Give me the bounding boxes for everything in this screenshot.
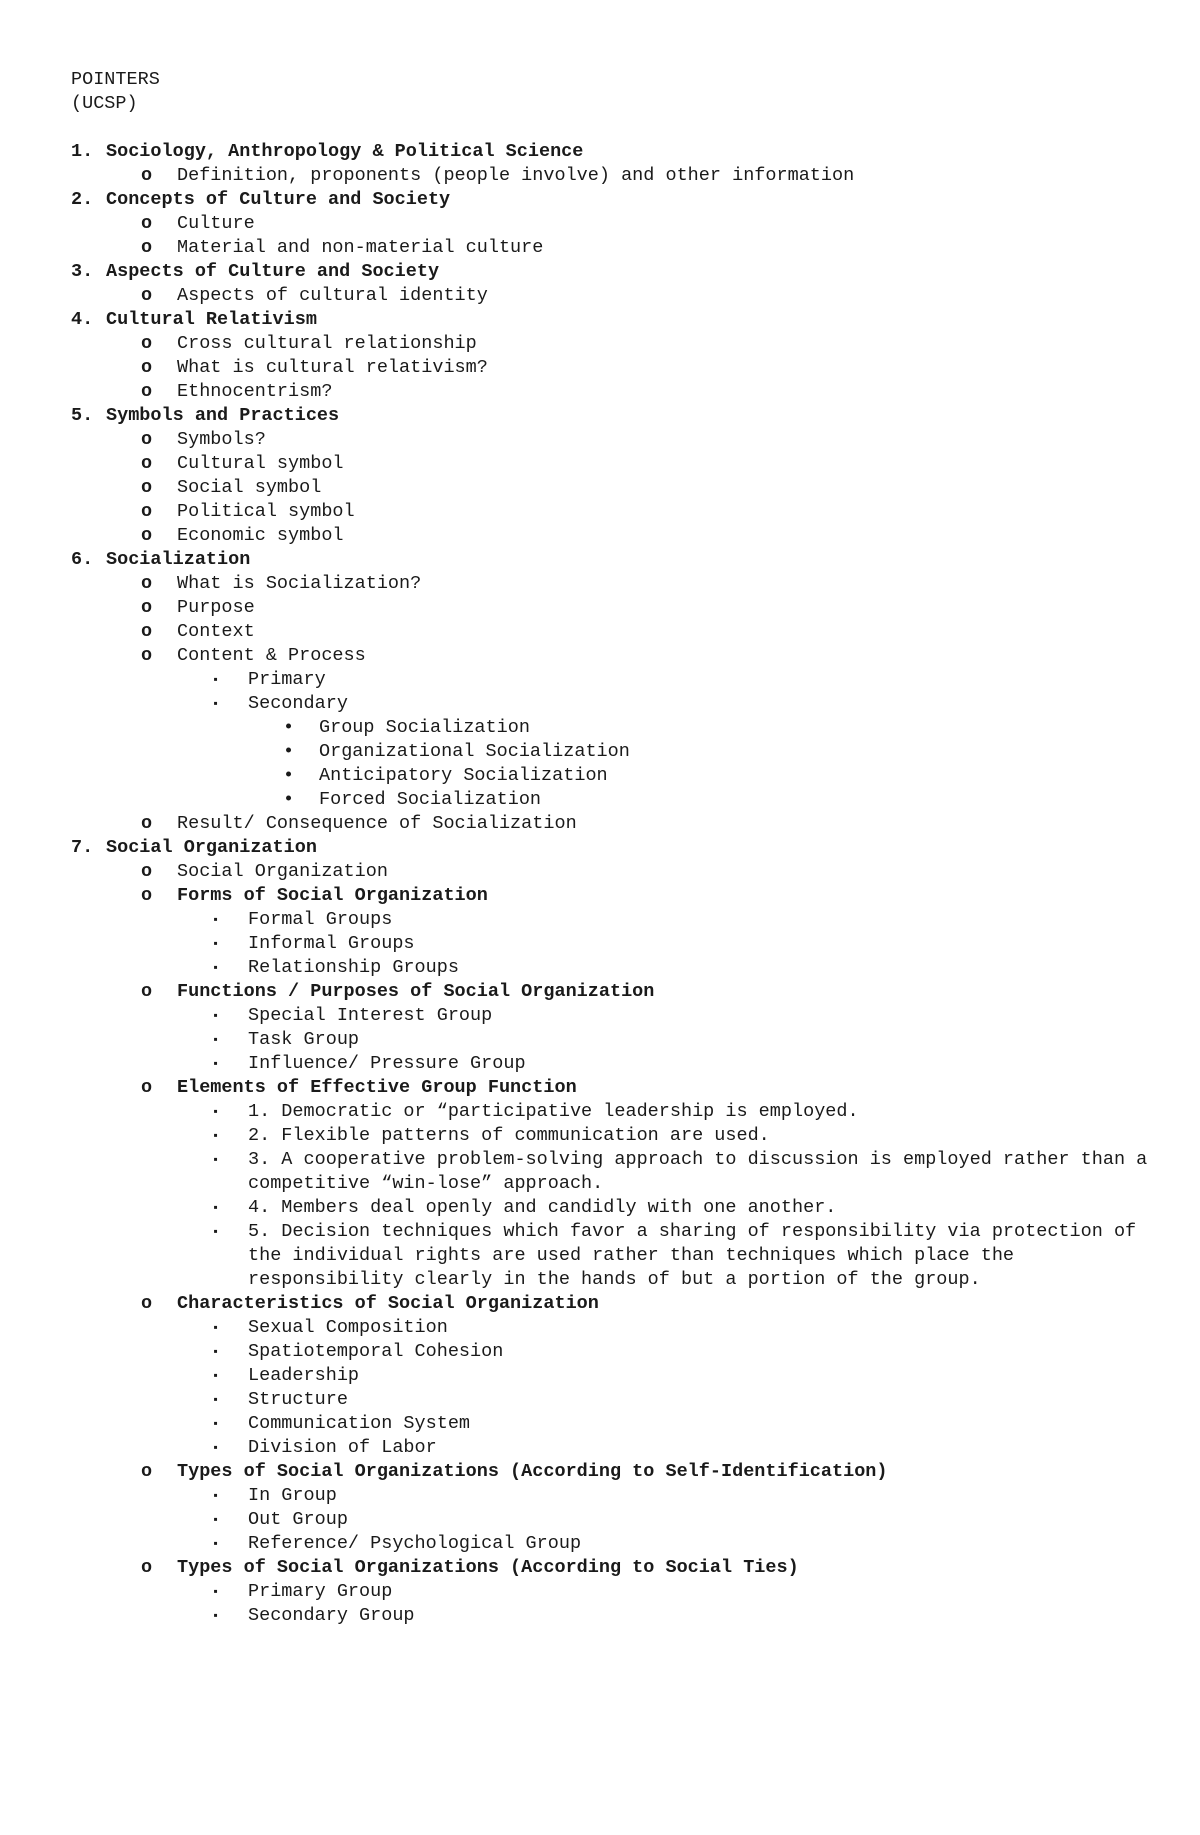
list-item [71,1316,1151,1340]
circle-bullet-icon: o [141,885,153,906]
list-item-text: Context [177,621,255,642]
square-bullet-icon: ▪ [212,1033,220,1047]
section-heading [71,188,1151,212]
list-item-text: Content & Process [177,645,366,666]
circle-bullet-icon: o [141,597,153,618]
circle-bullet-icon: o [141,213,153,234]
list-item [71,1148,1151,1196]
list-item-text: Primary Group [248,1581,393,1602]
section-number: 5. [71,405,94,426]
circle-bullet-icon: o [141,285,153,306]
list-item [71,284,1151,308]
list-item [71,428,1151,452]
list-item [71,1436,1151,1460]
list-item [71,1340,1151,1364]
list-item-text: Social symbol [177,477,322,498]
list-item [71,956,1151,980]
square-bullet-icon: ▪ [212,1105,220,1119]
list-item-text: Symbols? [177,429,266,450]
list-item-text: Group Socialization [319,717,530,738]
circle-bullet-icon: o [141,333,153,354]
list-item [71,236,1151,260]
circle-bullet-icon: o [141,477,153,498]
list-item [71,1124,1151,1148]
section-heading-text: Symbols and Practices [106,405,340,426]
circle-bullet-icon: o [141,1557,153,1578]
list-item-text: What is Socialization? [177,573,422,594]
list-item [71,884,1151,908]
square-bullet-icon: ▪ [212,1345,220,1359]
list-item [71,668,1151,692]
list-item-text: Out Group [248,1509,348,1530]
square-bullet-icon: ▪ [212,1441,220,1455]
circle-bullet-icon: o [141,357,153,378]
spacer [71,116,1151,140]
list-item [71,692,1151,716]
list-item-text: Task Group [248,1029,360,1050]
section-number: 2. [71,189,94,210]
circle-bullet-icon: o [141,381,153,402]
section-heading [71,836,1151,860]
circle-bullet-icon: o [141,981,153,1002]
list-item-text: In Group [248,1485,337,1506]
circle-bullet-icon: o [141,1461,153,1482]
list-item-text: Informal Groups [248,933,415,954]
list-item-text: Sexual Composition [248,1317,448,1338]
square-bullet-icon: ▪ [212,1057,220,1071]
square-bullet-icon: ▪ [212,1513,220,1527]
square-bullet-icon: ▪ [212,937,220,951]
list-item-text: Formal Groups [248,909,393,930]
section-heading-text: Social Organization [106,837,317,858]
list-item [71,740,1151,764]
list-item [71,500,1151,524]
circle-bullet-icon: o [141,1293,153,1314]
square-bullet-icon: ▪ [212,1393,220,1407]
section-heading [71,308,1151,332]
square-bullet-icon: ▪ [212,1153,220,1167]
list-item-text: Forms of Social Organization [177,885,488,906]
section-heading [71,260,1151,284]
list-item-text: Organizational Socialization [319,741,630,762]
section-heading-text: Cultural Relativism [106,309,317,330]
dot-bullet-icon: • [283,717,295,738]
list-item [71,1460,1151,1484]
list-item [71,332,1151,356]
list-item [71,1076,1151,1100]
square-bullet-icon: ▪ [212,1537,220,1551]
square-bullet-icon: ▪ [212,961,220,975]
list-item-text: Division of Labor [248,1437,437,1458]
dot-bullet-icon: • [283,765,295,786]
list-item [71,1052,1151,1076]
list-item [71,476,1151,500]
list-item [71,1508,1151,1532]
document-page [71,68,1151,1628]
section-number: 4. [71,309,94,330]
list-item-text: Secondary [248,693,348,714]
dot-bullet-icon: • [283,741,295,762]
list-item [71,716,1151,740]
list-item-text: Cultural symbol [177,453,344,474]
list-item [71,1388,1151,1412]
list-item [71,572,1151,596]
list-item [71,1604,1151,1628]
list-item [71,908,1151,932]
list-item-text: Primary [248,669,326,690]
list-item [71,212,1151,236]
list-item [71,1580,1151,1604]
circle-bullet-icon: o [141,861,153,882]
list-item [71,932,1151,956]
circle-bullet-icon: o [141,813,153,834]
list-item-text: Purpose [177,597,255,618]
list-item-text: 1. Democratic or “participative leadership is employed. [248,1101,859,1122]
list-item-text: Definition, proponents (people involve) and other information [177,165,855,186]
list-item [71,524,1151,548]
list-item [71,1292,1151,1316]
document-subtitle: (UCSP) [71,93,138,114]
list-item [71,788,1151,812]
list-item-text: Special Interest Group [248,1005,493,1026]
list-item [71,1484,1151,1508]
circle-bullet-icon: o [141,573,153,594]
list-item-text: Relationship Groups [248,957,459,978]
list-item-text: Leadership [248,1365,360,1386]
section-heading [71,548,1151,572]
list-item [71,1220,1151,1292]
list-item-text: 2. Flexible patterns of communication are used. [248,1125,770,1146]
list-item [71,980,1151,1004]
square-bullet-icon: ▪ [212,913,220,927]
list-item-text: Types of Social Organizations (According to Self-Identification) [177,1461,888,1482]
list-item [71,452,1151,476]
section-number: 3. [71,261,94,282]
square-bullet-icon: ▪ [212,1417,220,1431]
list-item-text: Social Organization [177,861,388,882]
list-item [71,1028,1151,1052]
list-item-text: Material and non-material culture [177,237,544,258]
square-bullet-icon: ▪ [212,1489,220,1503]
list-item-text: Reference/ Psychological Group [248,1533,582,1554]
list-item-text: 4. Members deal openly and candidly with one another. [248,1197,837,1218]
section-heading [71,140,1151,164]
list-item-text: Political symbol [177,501,355,522]
list-item-text: Elements of Effective Group Function [177,1077,577,1098]
list-item-text: Communication System [248,1413,471,1434]
list-item [71,1196,1151,1220]
list-item-text: 3. A cooperative problem-solving approach to discussion is employed rather than a competitive “win-lose” approach. [248,1149,1148,1194]
list-item-text: What is cultural relativism? [177,357,488,378]
list-item [71,356,1151,380]
list-item-text: Ethnocentrism? [177,381,333,402]
list-item-text: Cross cultural relationship [177,333,477,354]
circle-bullet-icon: o [141,525,153,546]
list-item-text: 5. Decision techniques which favor a sharing of responsibility via protection of the individual rights are used rather than techniques which place the responsibility clearly in the hands of but a portion of the group. [248,1221,1137,1290]
square-bullet-icon: ▪ [212,1321,220,1335]
square-bullet-icon: ▪ [212,1201,220,1215]
section-number: 6. [71,549,94,570]
section-heading-text: Concepts of Culture and Society [106,189,451,210]
outline-list [71,140,1151,1628]
list-item-text: Functions / Purposes of Social Organization [177,981,655,1002]
list-item-text: Types of Social Organizations (According to Social Ties) [177,1557,799,1578]
list-item [71,380,1151,404]
list-item [71,860,1151,884]
square-bullet-icon: ▪ [212,1225,220,1239]
section-heading [71,404,1151,428]
list-item [71,1004,1151,1028]
circle-bullet-icon: o [141,453,153,474]
list-item [71,764,1151,788]
list-item-text: Characteristics of Social Organization [177,1293,599,1314]
list-item [71,1556,1151,1580]
square-bullet-icon: ▪ [212,1369,220,1383]
square-bullet-icon: ▪ [212,697,220,711]
list-item-text: Anticipatory Socialization [319,765,608,786]
square-bullet-icon: ▪ [212,1129,220,1143]
list-item-text: Secondary Group [248,1605,415,1626]
document-title: POINTERS [71,69,160,90]
circle-bullet-icon: o [141,237,153,258]
list-item [71,596,1151,620]
list-item-text: Economic symbol [177,525,344,546]
circle-bullet-icon: o [141,429,153,450]
section-heading-text: Sociology, Anthropology & Political Science [106,141,584,162]
circle-bullet-icon: o [141,621,153,642]
list-item-text: Structure [248,1389,348,1410]
square-bullet-icon: ▪ [212,1609,220,1623]
list-item [71,620,1151,644]
list-item [71,812,1151,836]
section-heading-text: Socialization [106,549,251,570]
section-heading-text: Aspects of Culture and Society [106,261,440,282]
list-item [71,1532,1151,1556]
list-item-text: Culture [177,213,255,234]
list-item-text: Spatiotemporal Cohesion [248,1341,504,1362]
circle-bullet-icon: o [141,501,153,522]
list-item [71,1364,1151,1388]
section-number: 1. [71,141,94,162]
dot-bullet-icon: • [283,789,295,810]
list-item-text: Forced Socialization [319,789,542,810]
list-item-text: Influence/ Pressure Group [248,1053,526,1074]
list-item [71,1100,1151,1124]
square-bullet-icon: ▪ [212,1585,220,1599]
list-item [71,1412,1151,1436]
list-item-text: Aspects of cultural identity [177,285,488,306]
section-number: 7. [71,837,94,858]
square-bullet-icon: ▪ [212,1009,220,1023]
square-bullet-icon: ▪ [212,673,220,687]
list-item [71,644,1151,668]
circle-bullet-icon: o [141,645,153,666]
circle-bullet-icon: o [141,165,153,186]
list-item [71,164,1151,188]
list-item-text: Result/ Consequence of Socialization [177,813,577,834]
circle-bullet-icon: o [141,1077,153,1098]
